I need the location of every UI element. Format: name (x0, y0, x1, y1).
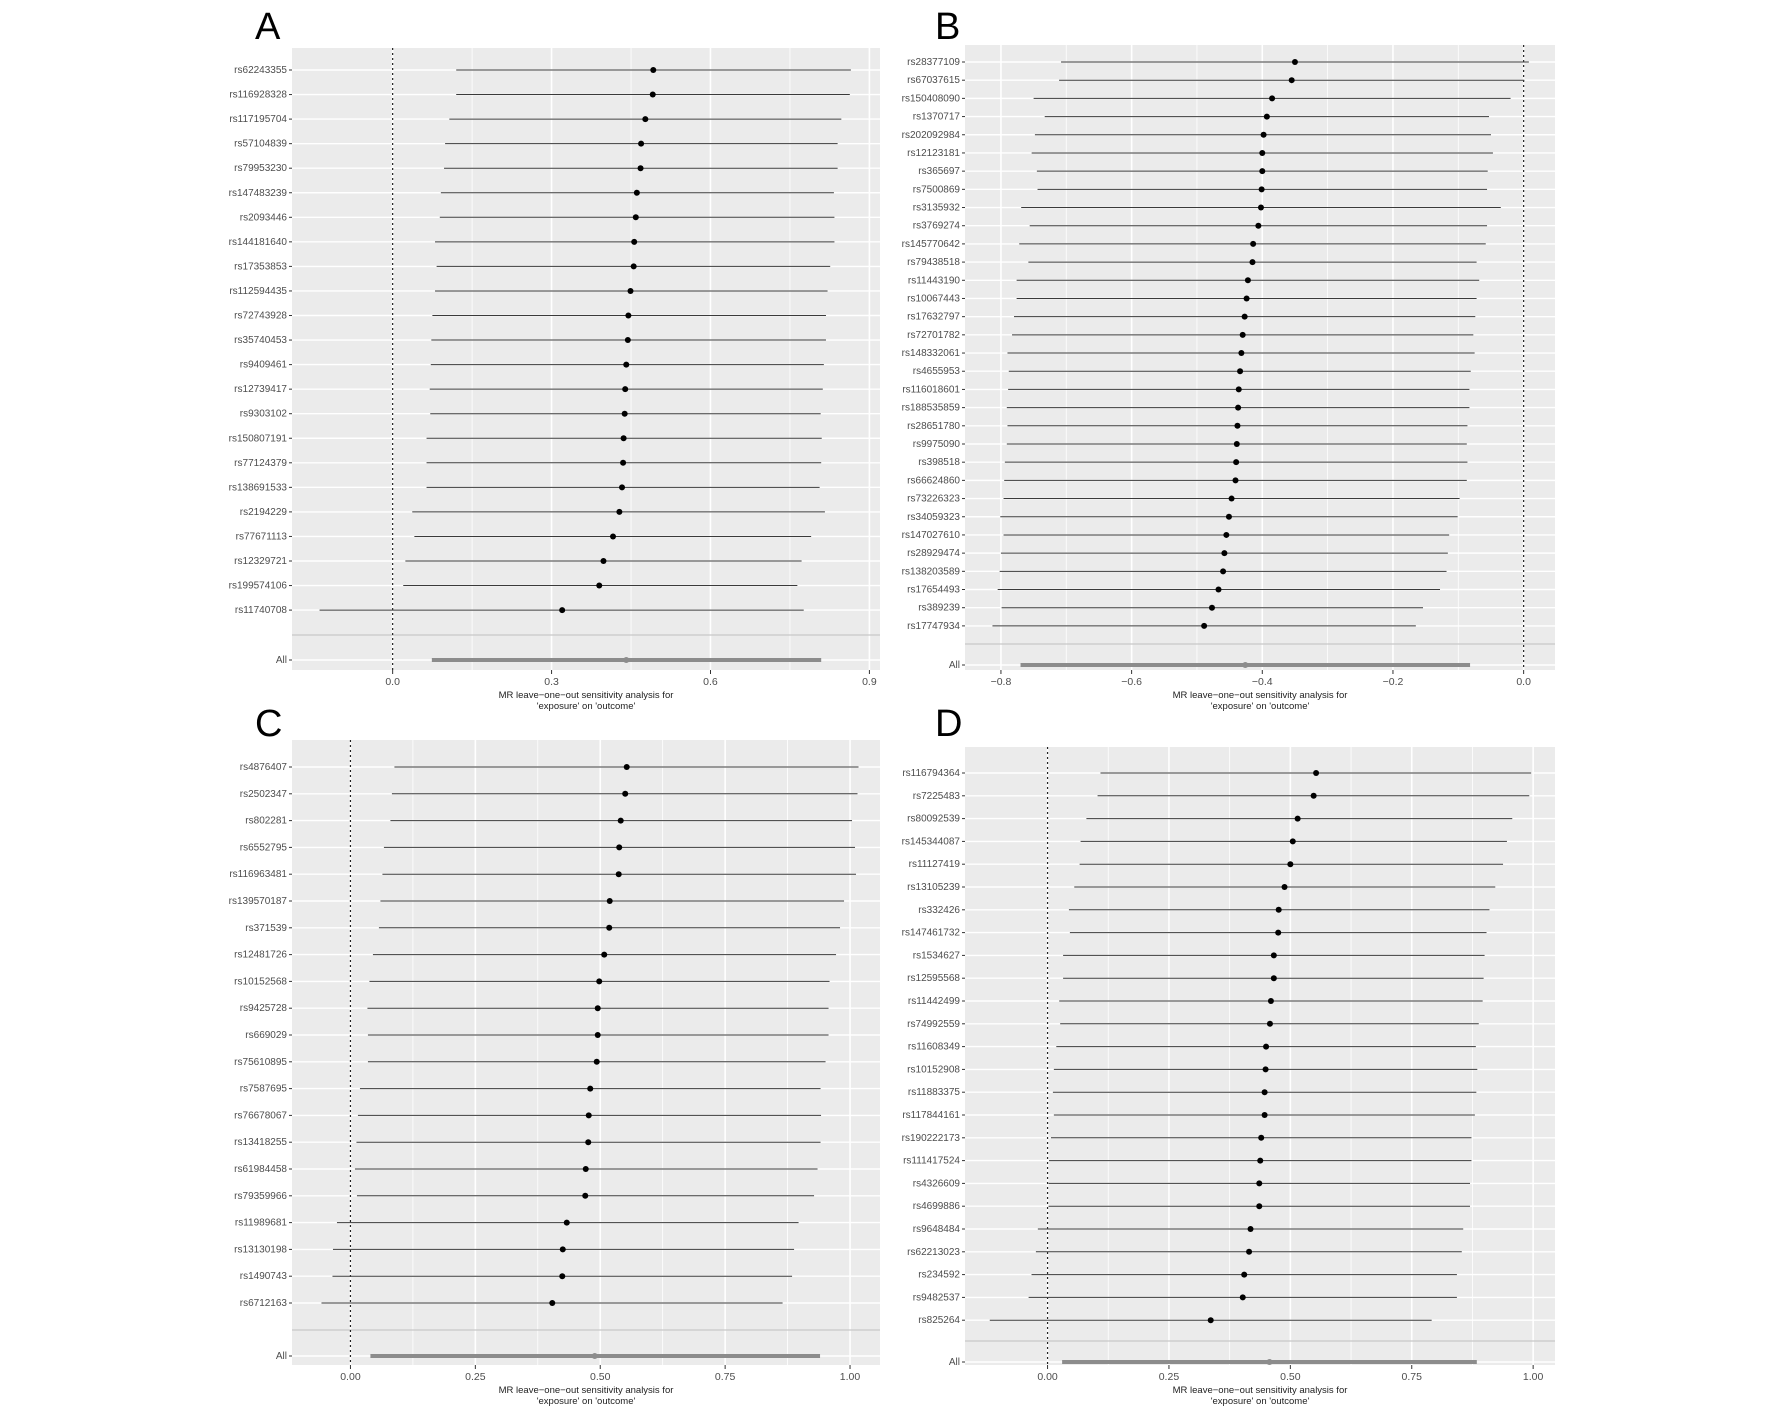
snp-label: rs148332061 (901, 348, 960, 360)
estimate-point (622, 386, 628, 392)
snp-label: rs9303102 (239, 408, 287, 420)
estimate-point (1255, 223, 1261, 229)
x-axis-label-line1: MR leave−one−out sensitivity analysis for (498, 1385, 674, 1396)
estimate-point (595, 1005, 601, 1011)
snp-label: rs35740453 (234, 335, 287, 347)
x-axis-label-line2: 'exposure' on 'outcome' (536, 701, 636, 712)
snp-label: rs28377109 (907, 57, 960, 68)
snp-label: rs79359966 (234, 1190, 287, 1202)
snp-label: rs802281 (245, 815, 287, 827)
estimate-point (1257, 1158, 1263, 1164)
estimate-point (1259, 150, 1265, 156)
estimate-point (1241, 1272, 1247, 1278)
snp-label: rs17632797 (907, 311, 960, 323)
estimate-point (616, 509, 622, 515)
estimate-point (625, 337, 631, 343)
snp-label: rs10152908 (907, 1064, 960, 1076)
snp-label: rs6712163 (239, 1298, 287, 1309)
x-axis-label-line1: MR leave−one−out sensitivity analysis for (1172, 690, 1348, 701)
estimate-point (1237, 368, 1243, 374)
snp-label: rs116963481 (229, 869, 287, 881)
snp-label: rs11740708 (234, 605, 287, 617)
estimate-point (1275, 930, 1281, 936)
estimate-point (1234, 423, 1240, 429)
estimate-point (1232, 477, 1238, 483)
x-tick-label: −0.2 (1382, 676, 1404, 688)
snp-label: rs7225483 (912, 790, 960, 802)
estimate-point (1262, 1089, 1268, 1095)
estimate-point (1240, 332, 1246, 338)
estimate-point (1249, 259, 1255, 265)
snp-label: rs147461732 (901, 927, 960, 939)
snp-label: rs9425728 (239, 1003, 287, 1015)
snp-label: rs10152568 (234, 976, 287, 988)
snp-label: rs669029 (245, 1030, 287, 1041)
estimate-point (1268, 998, 1274, 1004)
panel-letter-c: C (255, 703, 283, 745)
estimate-point (549, 1300, 555, 1306)
x-tick-label: 1.00 (839, 1371, 861, 1383)
panel-letter-d: D (935, 703, 963, 745)
estimate-point (559, 607, 565, 613)
estimate-point (1282, 884, 1288, 890)
estimate-point (642, 116, 648, 122)
estimate-point (622, 791, 628, 797)
estimate-point (585, 1139, 591, 1145)
estimate-point (1234, 441, 1240, 447)
estimate-point (1226, 514, 1232, 520)
x-tick-label: 0.75 (714, 1371, 736, 1383)
snp-label: rs12329721 (234, 556, 287, 567)
x-tick-label: −0.8 (990, 676, 1012, 688)
snp-label: rs66624860 (907, 475, 960, 487)
snp-label: rs111417524 (903, 1155, 960, 1167)
estimate-point (560, 1246, 566, 1252)
estimate-point (586, 1112, 592, 1118)
x-tick-label: 0.00 (340, 1371, 361, 1383)
snp-label: rs67037615 (907, 75, 960, 87)
estimate-point (596, 978, 602, 984)
snp-label: rs74992559 (907, 1018, 960, 1030)
estimate-point (1262, 1112, 1268, 1118)
forest-plot-a (200, 40, 890, 720)
estimate-point (631, 263, 637, 269)
estimate-point (1240, 1294, 1246, 1300)
estimate-point (1233, 459, 1239, 465)
x-axis-label-line2: 'exposure' on 'outcome' (536, 1396, 636, 1407)
snp-label: rs138203589 (901, 566, 960, 578)
estimate-point (594, 1059, 600, 1065)
overall-estimate-point (1242, 662, 1248, 668)
snp-label: rs75610895 (234, 1056, 287, 1068)
estimate-point (1221, 550, 1227, 556)
estimate-point (616, 871, 622, 877)
snp-label: rs145344087 (901, 836, 960, 848)
snp-label: rs4326609 (912, 1178, 960, 1190)
snp-label: rs2093446 (239, 212, 287, 224)
snp-label: rs3769274 (912, 220, 960, 232)
snp-label: rs116928328 (229, 89, 287, 101)
estimate-point (596, 583, 602, 589)
estimate-point (1259, 186, 1265, 192)
x-tick-label: −0.4 (1251, 676, 1273, 688)
x-tick-label: 0.6 (703, 676, 718, 688)
x-axis-label-line1: MR leave−one−out sensitivity analysis for (498, 690, 674, 701)
estimate-point (631, 239, 637, 245)
x-tick-label: 0.75 (1401, 1371, 1422, 1383)
estimate-point (1242, 314, 1248, 320)
snp-label: rs188535859 (901, 402, 960, 414)
snp-label: rs13130198 (234, 1244, 287, 1256)
forest-plot-b (880, 40, 1570, 720)
snp-label: rs6552795 (239, 842, 287, 854)
snp-label: rs28929474 (907, 548, 960, 560)
snp-label: rs117844161 (902, 1110, 960, 1121)
estimate-point (1287, 861, 1293, 867)
snp-label: rs371539 (245, 922, 287, 934)
estimate-point (607, 898, 613, 904)
estimate-point (610, 533, 616, 539)
estimate-point (1248, 1226, 1254, 1232)
overall-estimate-point (592, 1353, 598, 1359)
x-tick-label: 0.9 (862, 676, 877, 688)
estimate-point (1250, 241, 1256, 247)
snp-label: rs138691533 (228, 482, 287, 494)
snp-label: rs61984458 (234, 1164, 287, 1175)
x-tick-label: 0.0 (1516, 676, 1531, 688)
estimate-point (564, 1220, 570, 1226)
estimate-point (1290, 838, 1296, 844)
estimate-point (559, 1273, 565, 1279)
estimate-point (1236, 386, 1242, 392)
snp-label: rs4699886 (912, 1201, 960, 1213)
snp-label: rs77671113 (235, 531, 287, 543)
estimate-point (627, 288, 633, 294)
estimate-point (624, 764, 630, 770)
snp-label: rs2194229 (239, 506, 287, 518)
estimate-point (619, 484, 625, 490)
snp-label: rs11608349 (907, 1041, 960, 1053)
snp-label: rs79438518 (907, 257, 960, 269)
snp-label: rs116794364 (902, 768, 960, 779)
estimate-point (1313, 770, 1319, 776)
plot-background (965, 747, 1555, 1365)
estimate-point (623, 362, 629, 368)
snp-label: rs147483239 (228, 187, 287, 199)
snp-label: rs57104839 (234, 138, 287, 150)
snp-label: rs13418255 (234, 1137, 287, 1149)
estimate-point (1258, 205, 1264, 211)
estimate-point (583, 1166, 589, 1172)
estimate-point (595, 1032, 601, 1038)
snp-label: rs365697 (918, 166, 960, 178)
plot-background (292, 48, 880, 670)
estimate-point (1295, 816, 1301, 822)
snp-label: rs332426 (918, 904, 960, 916)
snp-label: rs11883375 (907, 1087, 960, 1099)
estimate-point (650, 67, 656, 73)
estimate-point (618, 818, 624, 824)
overall-estimate-point (1266, 1359, 1272, 1365)
snp-label: rs389239 (918, 602, 960, 614)
snp-label: rs144181640 (228, 236, 287, 248)
panel-letter-b: B (935, 6, 961, 48)
snp-label: rs234592 (918, 1269, 960, 1281)
estimate-point (633, 214, 639, 220)
estimate-point (1201, 623, 1207, 629)
snp-label: rs202092984 (901, 129, 960, 141)
snp-label: rs72701782 (907, 329, 960, 341)
forest-plot-d (880, 735, 1570, 1415)
x-tick-label: 0.50 (1280, 1371, 1301, 1383)
estimate-point (1256, 1203, 1262, 1209)
overall-label: All (275, 655, 287, 666)
x-axis-label-line2: 'exposure' on 'outcome' (1210, 1396, 1310, 1407)
x-tick-label: 0.3 (544, 676, 559, 688)
snp-label: rs150807191 (228, 433, 287, 445)
estimate-point (1267, 1021, 1273, 1027)
x-tick-label: 0.00 (1037, 1371, 1058, 1383)
snp-label: rs199574106 (228, 580, 287, 592)
snp-label: rs117195704 (229, 114, 287, 126)
snp-label: rs190222173 (901, 1132, 960, 1144)
estimate-point (1235, 405, 1241, 411)
snp-label: rs7500869 (912, 184, 960, 196)
snp-label: rs1534627 (912, 950, 960, 962)
x-tick-label: 0.50 (590, 1371, 611, 1383)
snp-label: rs3135932 (912, 202, 960, 214)
snp-label: rs12595568 (907, 973, 960, 985)
estimate-point (1311, 793, 1317, 799)
estimate-point (638, 141, 644, 147)
estimate-point (1246, 1249, 1252, 1255)
forest-plot-c (200, 735, 890, 1415)
snp-label: rs10067443 (907, 293, 960, 305)
x-tick-label: −0.6 (1121, 676, 1142, 688)
snp-label: rs825264 (918, 1315, 960, 1327)
estimate-point (620, 460, 626, 466)
snp-label: rs4655953 (912, 366, 960, 378)
snp-label: rs139570187 (228, 896, 287, 907)
snp-label: rs9409461 (239, 359, 287, 371)
snp-label: rs1370717 (912, 111, 960, 123)
panel-letter-a: A (255, 6, 281, 48)
estimate-point (634, 190, 640, 196)
snp-label: rs11989681 (234, 1217, 287, 1229)
estimate-point (1292, 59, 1298, 65)
estimate-point (1289, 77, 1295, 83)
x-axis-label-line2: 'exposure' on 'outcome' (1210, 701, 1310, 712)
estimate-point (582, 1193, 588, 1199)
overall-estimate-point (623, 657, 629, 663)
snp-label: rs11442499 (907, 996, 960, 1007)
x-tick-label: 0.0 (385, 676, 400, 688)
estimate-point (1216, 587, 1222, 593)
estimate-point (1220, 568, 1226, 574)
snp-label: rs398518 (918, 457, 960, 469)
estimate-point (1258, 1135, 1264, 1141)
estimate-point (1259, 168, 1265, 174)
overall-label: All (948, 1357, 960, 1368)
overall-label: All (275, 1351, 287, 1362)
estimate-point (600, 558, 606, 564)
estimate-point (1276, 907, 1282, 913)
x-tick-label: 0.25 (1158, 1371, 1180, 1383)
snp-label: rs9482537 (912, 1292, 960, 1304)
snp-label: rs11443190 (907, 275, 960, 287)
snp-label: rs150408090 (901, 93, 960, 105)
snp-label: rs2502347 (239, 788, 287, 800)
estimate-point (1263, 1066, 1269, 1072)
estimate-point (1229, 496, 1235, 502)
snp-label: rs80092539 (907, 813, 960, 825)
estimate-point (1256, 1180, 1262, 1186)
snp-label: rs9648484 (912, 1224, 960, 1235)
snp-label: rs62213023 (907, 1246, 960, 1258)
estimate-point (1263, 1044, 1269, 1050)
snp-label: rs145770642 (901, 238, 960, 250)
estimate-point (1244, 295, 1250, 301)
estimate-point (621, 435, 627, 441)
snp-label: rs79953230 (234, 163, 287, 175)
estimate-point (1271, 975, 1277, 981)
estimate-point (1269, 95, 1275, 101)
snp-label: rs17353853 (234, 261, 287, 273)
snp-label: rs116018601 (902, 384, 960, 396)
x-axis-label-line1: MR leave−one−out sensitivity analysis for (1172, 1385, 1348, 1396)
estimate-point (650, 92, 656, 98)
plot-background (292, 740, 880, 1365)
estimate-point (616, 844, 622, 850)
snp-label: rs77124379 (234, 457, 287, 469)
snp-label: rs4876407 (239, 762, 287, 773)
estimate-point (622, 411, 628, 417)
plot-background (965, 45, 1555, 670)
estimate-point (601, 952, 607, 958)
estimate-point (1261, 132, 1267, 138)
snp-label: rs28651780 (907, 420, 960, 432)
snp-label: rs62243355 (234, 65, 287, 76)
snp-label: rs72743928 (234, 310, 287, 322)
snp-label: rs13105239 (907, 882, 960, 893)
snp-label: rs34059323 (907, 511, 960, 523)
estimate-point (606, 925, 612, 931)
snp-label: rs76678067 (234, 1110, 287, 1122)
x-tick-label: 0.25 (465, 1371, 486, 1383)
estimate-point (1264, 114, 1270, 120)
estimate-point (587, 1086, 593, 1092)
estimate-point (1208, 1317, 1214, 1323)
snp-label: rs7587695 (239, 1083, 287, 1095)
x-tick-label: 1.00 (1522, 1371, 1544, 1383)
snp-label: rs11127419 (908, 859, 960, 871)
snp-label: rs12123181 (907, 147, 960, 159)
estimate-point (625, 313, 631, 319)
snp-label: rs12481726 (234, 949, 287, 961)
snp-label: rs17654493 (907, 584, 960, 596)
snp-label: rs147027610 (901, 529, 960, 541)
snp-label: rs1490743 (239, 1271, 287, 1283)
estimate-point (1245, 277, 1251, 283)
snp-label: rs73226323 (907, 493, 960, 505)
estimate-point (1209, 605, 1215, 611)
snp-label: rs12739417 (234, 384, 287, 396)
snp-label: rs9975090 (912, 438, 960, 450)
estimate-point (1238, 350, 1244, 356)
estimate-point (1223, 532, 1229, 538)
snp-label: rs112594435 (229, 285, 287, 297)
estimate-point (638, 165, 644, 171)
estimate-point (1271, 952, 1277, 958)
snp-label: rs17747934 (907, 620, 960, 632)
overall-label: All (948, 660, 960, 671)
